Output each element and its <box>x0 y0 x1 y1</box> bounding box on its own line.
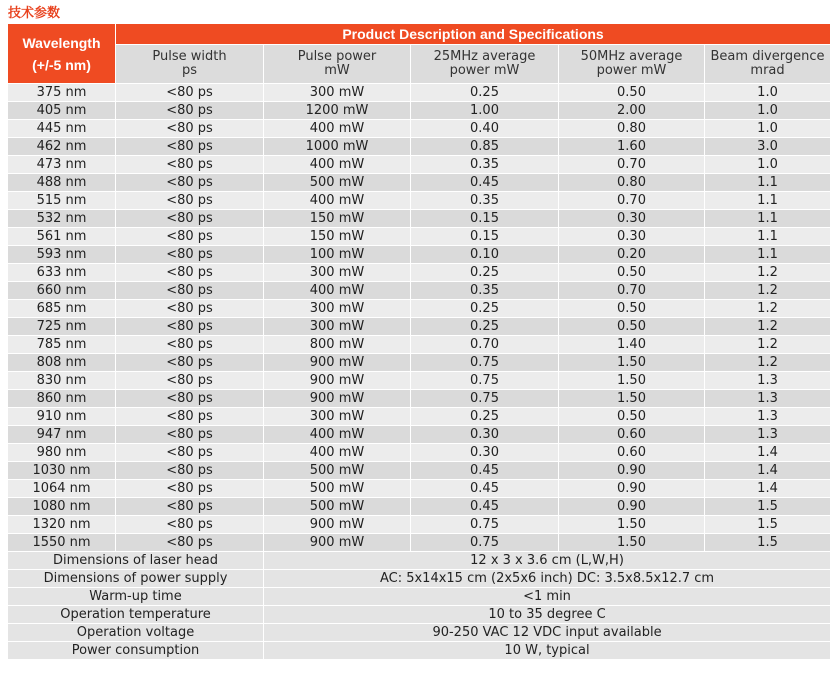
beam-divergence-cell: 1.2 <box>705 282 831 300</box>
wavelength-cell: 532 nm <box>8 210 116 228</box>
wavelength-cell: 488 nm <box>8 174 116 192</box>
avg-power-25mhz-cell: 0.10 <box>411 246 559 264</box>
wavelength-cell: 660 nm <box>8 282 116 300</box>
column-header <box>116 45 264 84</box>
table-row <box>8 444 831 462</box>
table-row <box>8 480 831 498</box>
avg-power-50mhz-cell: 0.50 <box>559 84 705 102</box>
table-row <box>8 156 831 174</box>
table-row <box>8 174 831 192</box>
spec-value: 90-250 VAC 12 VDC input available <box>264 624 831 642</box>
wavelength-cell: 561 nm <box>8 228 116 246</box>
spec-row <box>8 624 831 642</box>
beam-divergence-cell: 1.4 <box>705 480 831 498</box>
avg-power-50mhz-cell: 0.80 <box>559 120 705 138</box>
avg-power-25mhz-cell: 0.75 <box>411 354 559 372</box>
pulse-power-cell: 900 mW <box>264 372 411 390</box>
column-header <box>411 45 559 84</box>
pulse-power-cell: 500 mW <box>264 498 411 516</box>
avg-power-25mhz-cell: 0.40 <box>411 120 559 138</box>
pulse-power-cell: 400 mW <box>264 426 411 444</box>
beam-divergence-cell: 1.4 <box>705 444 831 462</box>
avg-power-50mhz-cell: 0.30 <box>559 210 705 228</box>
pulse-width-cell: <80 ps <box>116 516 264 534</box>
pulse-power-cell: 150 mW <box>264 210 411 228</box>
beam-divergence-cell: 1.1 <box>705 246 831 264</box>
beam-divergence-cell: 1.2 <box>705 264 831 282</box>
avg-power-50mhz-cell: 1.50 <box>559 354 705 372</box>
table-row <box>8 102 831 120</box>
spec-body <box>8 552 831 660</box>
column-header-label: 25MHz average <box>433 49 536 64</box>
table-row <box>8 264 831 282</box>
pulse-width-cell: <80 ps <box>116 480 264 498</box>
pulse-power-cell: 900 mW <box>264 390 411 408</box>
avg-power-25mhz-cell: 0.25 <box>411 300 559 318</box>
spec-value: 12 x 3 x 3.6 cm (L,W,H) <box>264 552 831 570</box>
group-header: Product Description and Specifications <box>116 24 831 45</box>
avg-power-25mhz-cell: 0.85 <box>411 138 559 156</box>
pulse-width-cell: <80 ps <box>116 498 264 516</box>
wavelength-cell: 375 nm <box>8 84 116 102</box>
avg-power-25mhz-cell: 0.45 <box>411 498 559 516</box>
beam-divergence-cell: 1.1 <box>705 210 831 228</box>
column-header-unit: power mW <box>449 63 520 78</box>
column-header-label: Pulse width <box>152 49 227 64</box>
avg-power-50mhz-cell: 0.80 <box>559 174 705 192</box>
spec-table <box>7 23 831 660</box>
pulse-power-cell: 1200 mW <box>264 102 411 120</box>
beam-divergence-cell: 1.3 <box>705 390 831 408</box>
spec-value: 10 W, typical <box>264 642 831 660</box>
avg-power-25mhz-cell: 0.75 <box>411 516 559 534</box>
avg-power-50mhz-cell: 1.50 <box>559 372 705 390</box>
wavelength-header-label: Wavelength <box>22 34 101 51</box>
pulse-power-cell: 800 mW <box>264 336 411 354</box>
wavelength-cell: 1064 nm <box>8 480 116 498</box>
beam-divergence-cell: 1.3 <box>705 408 831 426</box>
spec-row <box>8 606 831 624</box>
spec-label: Power consumption <box>8 642 264 660</box>
spec-value: AC: 5x14x15 cm (2x5x6 inch) DC: 3.5x8.5x12.7 cm <box>264 570 831 588</box>
spec-label: Warm-up time <box>8 588 264 606</box>
pulse-power-cell: 300 mW <box>264 300 411 318</box>
spec-row <box>8 552 831 570</box>
wavelength-cell: 725 nm <box>8 318 116 336</box>
pulse-width-cell: <80 ps <box>116 318 264 336</box>
pulse-power-cell: 300 mW <box>264 84 411 102</box>
beam-divergence-cell: 1.3 <box>705 426 831 444</box>
avg-power-25mhz-cell: 0.30 <box>411 426 559 444</box>
column-header-label: Beam divergence <box>710 49 825 64</box>
spec-row <box>8 588 831 606</box>
table-row <box>8 192 831 210</box>
column-header <box>705 45 831 84</box>
wavelength-cell: 785 nm <box>8 336 116 354</box>
wavelength-cell: 808 nm <box>8 354 116 372</box>
table-row <box>8 516 831 534</box>
avg-power-50mhz-cell: 0.70 <box>559 156 705 174</box>
avg-power-50mhz-cell: 1.50 <box>559 534 705 552</box>
column-header-unit: mW <box>324 63 350 78</box>
avg-power-50mhz-cell: 0.90 <box>559 480 705 498</box>
spec-value: <1 min <box>264 588 831 606</box>
table-row <box>8 120 831 138</box>
table-row <box>8 138 831 156</box>
table-row <box>8 534 831 552</box>
pulse-width-cell: <80 ps <box>116 192 264 210</box>
table-row <box>8 84 831 102</box>
pulse-width-cell: <80 ps <box>116 534 264 552</box>
pulse-power-cell: 500 mW <box>264 174 411 192</box>
pulse-power-cell: 400 mW <box>264 282 411 300</box>
wavelength-cell: 473 nm <box>8 156 116 174</box>
avg-power-25mhz-cell: 0.25 <box>411 408 559 426</box>
avg-power-50mhz-cell: 0.50 <box>559 318 705 336</box>
beam-divergence-cell: 1.0 <box>705 120 831 138</box>
table-row <box>8 318 831 336</box>
avg-power-50mhz-cell: 0.30 <box>559 228 705 246</box>
sub-header-row <box>8 45 831 84</box>
table-row <box>8 246 831 264</box>
beam-divergence-cell: 1.2 <box>705 318 831 336</box>
avg-power-50mhz-cell: 0.90 <box>559 498 705 516</box>
table-row <box>8 336 831 354</box>
wavelength-cell: 830 nm <box>8 372 116 390</box>
pulse-width-cell: <80 ps <box>116 102 264 120</box>
spec-row <box>8 570 831 588</box>
avg-power-25mhz-cell: 0.70 <box>411 336 559 354</box>
table-row <box>8 354 831 372</box>
pulse-power-cell: 400 mW <box>264 156 411 174</box>
spec-label: Operation temperature <box>8 606 264 624</box>
wavelength-cell: 515 nm <box>8 192 116 210</box>
pulse-width-cell: <80 ps <box>116 282 264 300</box>
pulse-power-cell: 900 mW <box>264 354 411 372</box>
table-row <box>8 498 831 516</box>
avg-power-25mhz-cell: 0.45 <box>411 480 559 498</box>
spec-label: Operation voltage <box>8 624 264 642</box>
pulse-width-cell: <80 ps <box>116 228 264 246</box>
wavelength-cell: 1320 nm <box>8 516 116 534</box>
avg-power-50mhz-cell: 2.00 <box>559 102 705 120</box>
pulse-width-cell: <80 ps <box>116 300 264 318</box>
wavelength-cell: 1550 nm <box>8 534 116 552</box>
wavelength-cell: 633 nm <box>8 264 116 282</box>
pulse-power-cell: 500 mW <box>264 462 411 480</box>
wavelength-header <box>8 24 116 84</box>
avg-power-25mhz-cell: 0.30 <box>411 444 559 462</box>
spec-label: Dimensions of laser head <box>8 552 264 570</box>
column-header-label: Pulse power <box>297 49 377 64</box>
data-body <box>8 84 831 552</box>
wavelength-cell: 445 nm <box>8 120 116 138</box>
avg-power-50mhz-cell: 1.50 <box>559 516 705 534</box>
avg-power-25mhz-cell: 0.25 <box>411 264 559 282</box>
wavelength-cell: 462 nm <box>8 138 116 156</box>
avg-power-50mhz-cell: 0.90 <box>559 462 705 480</box>
column-header-unit: mrad <box>750 63 785 78</box>
avg-power-25mhz-cell: 0.25 <box>411 84 559 102</box>
column-header-unit: power mW <box>596 63 667 78</box>
table-row <box>8 300 831 318</box>
avg-power-25mhz-cell: 0.45 <box>411 174 559 192</box>
pulse-width-cell: <80 ps <box>116 84 264 102</box>
wavelength-cell: 910 nm <box>8 408 116 426</box>
table-row <box>8 210 831 228</box>
pulse-power-cell: 500 mW <box>264 480 411 498</box>
pulse-power-cell: 300 mW <box>264 264 411 282</box>
pulse-power-cell: 400 mW <box>264 192 411 210</box>
beam-divergence-cell: 1.2 <box>705 300 831 318</box>
pulse-width-cell: <80 ps <box>116 426 264 444</box>
beam-divergence-cell: 3.0 <box>705 138 831 156</box>
beam-divergence-cell: 1.1 <box>705 228 831 246</box>
table-row <box>8 282 831 300</box>
wavelength-cell: 405 nm <box>8 102 116 120</box>
page-title: 技术参数 <box>8 6 61 21</box>
spec-row <box>8 642 831 660</box>
table-row <box>8 408 831 426</box>
pulse-power-cell: 400 mW <box>264 120 411 138</box>
pulse-width-cell: <80 ps <box>116 210 264 228</box>
spec-value: 10 to 35 degree C <box>264 606 831 624</box>
beam-divergence-cell: 1.0 <box>705 102 831 120</box>
wavelength-cell: 860 nm <box>8 390 116 408</box>
pulse-width-cell: <80 ps <box>116 462 264 480</box>
avg-power-50mhz-cell: 0.50 <box>559 264 705 282</box>
avg-power-25mhz-cell: 0.35 <box>411 156 559 174</box>
pulse-power-cell: 900 mW <box>264 534 411 552</box>
pulse-width-cell: <80 ps <box>116 372 264 390</box>
avg-power-25mhz-cell: 0.15 <box>411 228 559 246</box>
beam-divergence-cell: 1.2 <box>705 336 831 354</box>
wavelength-cell: 593 nm <box>8 246 116 264</box>
avg-power-50mhz-cell: 0.70 <box>559 192 705 210</box>
avg-power-50mhz-cell: 1.40 <box>559 336 705 354</box>
avg-power-25mhz-cell: 0.75 <box>411 372 559 390</box>
table-row <box>8 462 831 480</box>
wavelength-cell: 685 nm <box>8 300 116 318</box>
avg-power-25mhz-cell: 0.45 <box>411 462 559 480</box>
pulse-width-cell: <80 ps <box>116 120 264 138</box>
pulse-width-cell: <80 ps <box>116 156 264 174</box>
avg-power-25mhz-cell: 1.00 <box>411 102 559 120</box>
pulse-power-cell: 400 mW <box>264 444 411 462</box>
column-header-label: 50MHz average <box>580 49 683 64</box>
avg-power-50mhz-cell: 0.60 <box>559 426 705 444</box>
wavelength-cell: 1080 nm <box>8 498 116 516</box>
beam-divergence-cell: 1.4 <box>705 462 831 480</box>
avg-power-50mhz-cell: 0.50 <box>559 300 705 318</box>
avg-power-50mhz-cell: 0.70 <box>559 282 705 300</box>
avg-power-50mhz-cell: 0.60 <box>559 444 705 462</box>
beam-divergence-cell: 1.0 <box>705 84 831 102</box>
pulse-power-cell: 1000 mW <box>264 138 411 156</box>
avg-power-25mhz-cell: 0.35 <box>411 192 559 210</box>
pulse-width-cell: <80 ps <box>116 174 264 192</box>
table-row <box>8 228 831 246</box>
beam-divergence-cell: 1.5 <box>705 534 831 552</box>
pulse-width-cell: <80 ps <box>116 408 264 426</box>
avg-power-25mhz-cell: 0.75 <box>411 534 559 552</box>
pulse-power-cell: 150 mW <box>264 228 411 246</box>
beam-divergence-cell: 1.1 <box>705 192 831 210</box>
table-row <box>8 426 831 444</box>
avg-power-50mhz-cell: 1.60 <box>559 138 705 156</box>
column-header <box>264 45 411 84</box>
pulse-power-cell: 300 mW <box>264 408 411 426</box>
column-header <box>559 45 705 84</box>
beam-divergence-cell: 1.5 <box>705 498 831 516</box>
wavelength-cell: 980 nm <box>8 444 116 462</box>
beam-divergence-cell: 1.2 <box>705 354 831 372</box>
avg-power-25mhz-cell: 0.75 <box>411 390 559 408</box>
wavelength-cell: 1030 nm <box>8 462 116 480</box>
pulse-width-cell: <80 ps <box>116 390 264 408</box>
pulse-width-cell: <80 ps <box>116 264 264 282</box>
pulse-width-cell: <80 ps <box>116 138 264 156</box>
avg-power-50mhz-cell: 0.50 <box>559 408 705 426</box>
pulse-width-cell: <80 ps <box>116 246 264 264</box>
beam-divergence-cell: 1.5 <box>705 516 831 534</box>
pulse-width-cell: <80 ps <box>116 444 264 462</box>
beam-divergence-cell: 1.1 <box>705 174 831 192</box>
spec-label: Dimensions of power supply <box>8 570 264 588</box>
table-row <box>8 372 831 390</box>
beam-divergence-cell: 1.3 <box>705 372 831 390</box>
table-row <box>8 390 831 408</box>
pulse-power-cell: 900 mW <box>264 516 411 534</box>
avg-power-50mhz-cell: 0.20 <box>559 246 705 264</box>
column-header-unit: ps <box>181 63 198 78</box>
pulse-width-cell: <80 ps <box>116 354 264 372</box>
wavelength-cell: 947 nm <box>8 426 116 444</box>
avg-power-25mhz-cell: 0.25 <box>411 318 559 336</box>
avg-power-25mhz-cell: 0.35 <box>411 282 559 300</box>
avg-power-50mhz-cell: 1.50 <box>559 390 705 408</box>
beam-divergence-cell: 1.0 <box>705 156 831 174</box>
wavelength-header-unit: (+/-5 nm) <box>32 56 91 73</box>
pulse-width-cell: <80 ps <box>116 336 264 354</box>
avg-power-25mhz-cell: 0.15 <box>411 210 559 228</box>
pulse-power-cell: 100 mW <box>264 246 411 264</box>
pulse-power-cell: 300 mW <box>264 318 411 336</box>
